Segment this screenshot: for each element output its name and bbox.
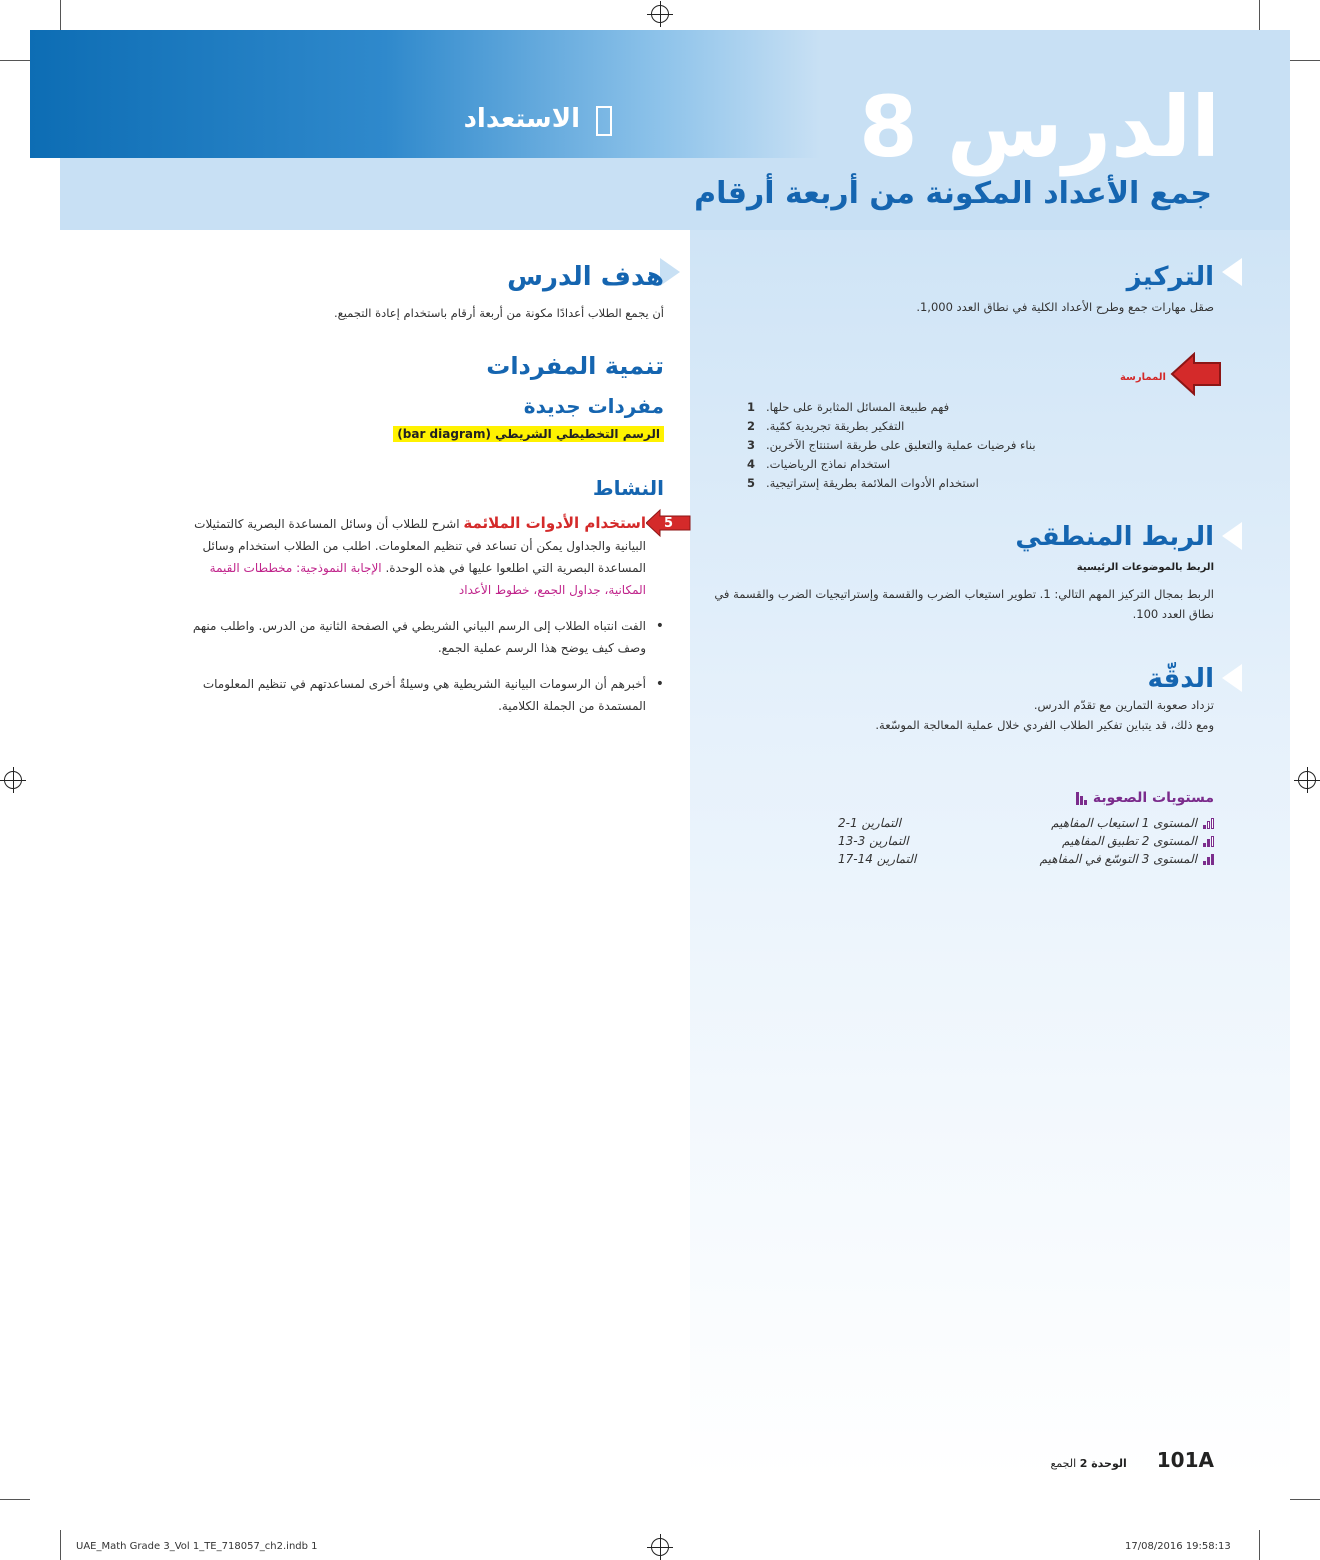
coherence-subheading: الربط بالموضوعات الرئيسية [1076,562,1214,573]
level-3-icon [1203,854,1214,865]
rigor-text-1: تزداد صعوبة التمارين مع تقدّم الدرس. [1033,698,1214,712]
lesson-label: الدرس 8 [859,78,1220,176]
registration-mark [651,5,669,23]
rigor-text-2: ومع ذلك، قد يتباين تفكير الطلاب الفردي خلال عملية المعالجة الموسّعة. [875,718,1214,732]
activity-item-text: اشرح للطلاب أن وسائل المساعدة البصرية كالتمثيلات البيانية والجداول يمكن أن تساعد في تنظيم المعلومات. اطلب من الطلاب استخدام وسائل المساعدة البصرية التي اطلعوا عليها في هذه الوحدة. [194,517,646,575]
list-item [184,512,674,601]
level-1-icon [1203,818,1214,829]
section-marker-box [596,106,612,136]
crop-mark [60,1530,61,1560]
level-2-icon [1203,836,1214,847]
focus-arrow [1222,258,1242,286]
objective-heading: هدف الدرس [507,262,664,292]
coherence-text: الربط بمجال التركيز المهم التالي: 1. تطوير استيعاب الضرب والقسمة وإستراتيجيات الضرب والقسمة في نطاق العدد 100. [714,587,1214,621]
registration-mark [4,771,22,789]
rigor-heading: الدقّة [1147,664,1214,694]
registration-mark [651,1538,669,1556]
activity-list [184,512,674,731]
crop-mark [1290,60,1320,61]
coherence-heading: الربط المنطقي [1015,522,1214,552]
vocabulary-heading: تنمية المفردات [486,352,664,380]
file-date: 17/08/2016 19:58:13 [1125,1541,1231,1552]
lesson-title: جمع الأعداد المكونة من أربعة أرقام [694,176,1212,211]
practice-list [746,400,1166,495]
vocabulary-subheading: مفردات جديدة [523,394,664,418]
list-item: 2 التفكير بطريقة تجريدية كمّية. [746,419,905,433]
difficulty-bars-icon [1076,792,1087,805]
difficulty-header [1076,790,1214,806]
activity-item-text: أخبرهم أن الرسومات البيانية الشريطية هي وسيلةٌ أخرى لمساعدتهم في تنظيم المعلومات المستمدة من الجملة الكلامية. [202,677,646,713]
list-item [184,615,664,659]
practice-arrow-icon [1170,352,1222,400]
crop-mark [1290,1499,1320,1500]
practice-badge: • 5 [646,508,692,545]
rigor-arrow [1222,664,1242,692]
activity-item-title: استخدام الأدوات الملائمة [463,514,646,532]
difficulty-row: المستوى 1 استيعاب المفاهيم التمارين 1-2 [838,816,1214,830]
activity-answer: الإجابة النموذجية: مخططات القيمة المكانية، جداول الجمع، خطوط الأعداد [209,561,646,597]
difficulty-row: المستوى 3 التوسّع في المفاهيم التمارين 14-17 [838,852,1214,866]
focus-heading: التركيز [1126,262,1214,292]
difficulty-row: المستوى 2 تطبيق المفاهيم التمارين 3-13 [838,834,1214,848]
activity-heading: النشاط [592,476,664,500]
objective-text: أن يجمع الطلاب أعدادًا مكونة من أربعة أرقام باستخدام إعادة التجميع. [333,306,664,320]
list-item [184,673,664,717]
footer-unit-topic: الوحدة 2 الجمع [1050,1457,1127,1470]
file-name: UAE_Math Grade 3_Vol 1_TE_718057_ch2.indb 1 [76,1541,318,1552]
crop-mark [60,0,61,30]
difficulty-heading: مستويات الصعوبة [1092,790,1214,806]
vocabulary-term: الرسم التخطيطي الشريطي (bar diagram) [393,426,664,442]
crop-mark [0,1499,30,1500]
registration-mark [1298,771,1316,789]
page-number: 101A [1156,1448,1214,1472]
focus-text: صقل مهارات جمع وطرح الأعداد الكلية في نطاق العدد 1,000. [916,300,1214,314]
crop-mark [1259,0,1260,30]
activity-item-text: الفت انتباه الطلاب إلى الرسم البياني الشريطي في الصفحة الثانية من الدرس. واطلب منهم وصف كيف يوضح هذا الرسم عملية الجمع. [192,619,646,655]
crop-mark [0,60,30,61]
header-band [30,30,820,158]
list-item: 4 استخدام نماذج الرياضيات. [746,457,891,471]
coherence-arrow [1222,522,1242,550]
practice-label: الممارسة [1119,372,1166,383]
list-item: 1 فهم طبيعة المسائل المثابرة على حلها. [746,400,950,414]
crop-mark [1259,1530,1260,1560]
difficulty-levels [838,816,1214,870]
section-label: الاستعداد [463,104,580,134]
page-footer [1050,1448,1214,1472]
list-item: 3 بناء فرضيات عملية والتعليق على طريقة استنتاج الآخرين. [746,438,1036,452]
list-item: 5 استخدام الأدوات الملائمة بطريقة إستراتيجية. [746,476,979,490]
